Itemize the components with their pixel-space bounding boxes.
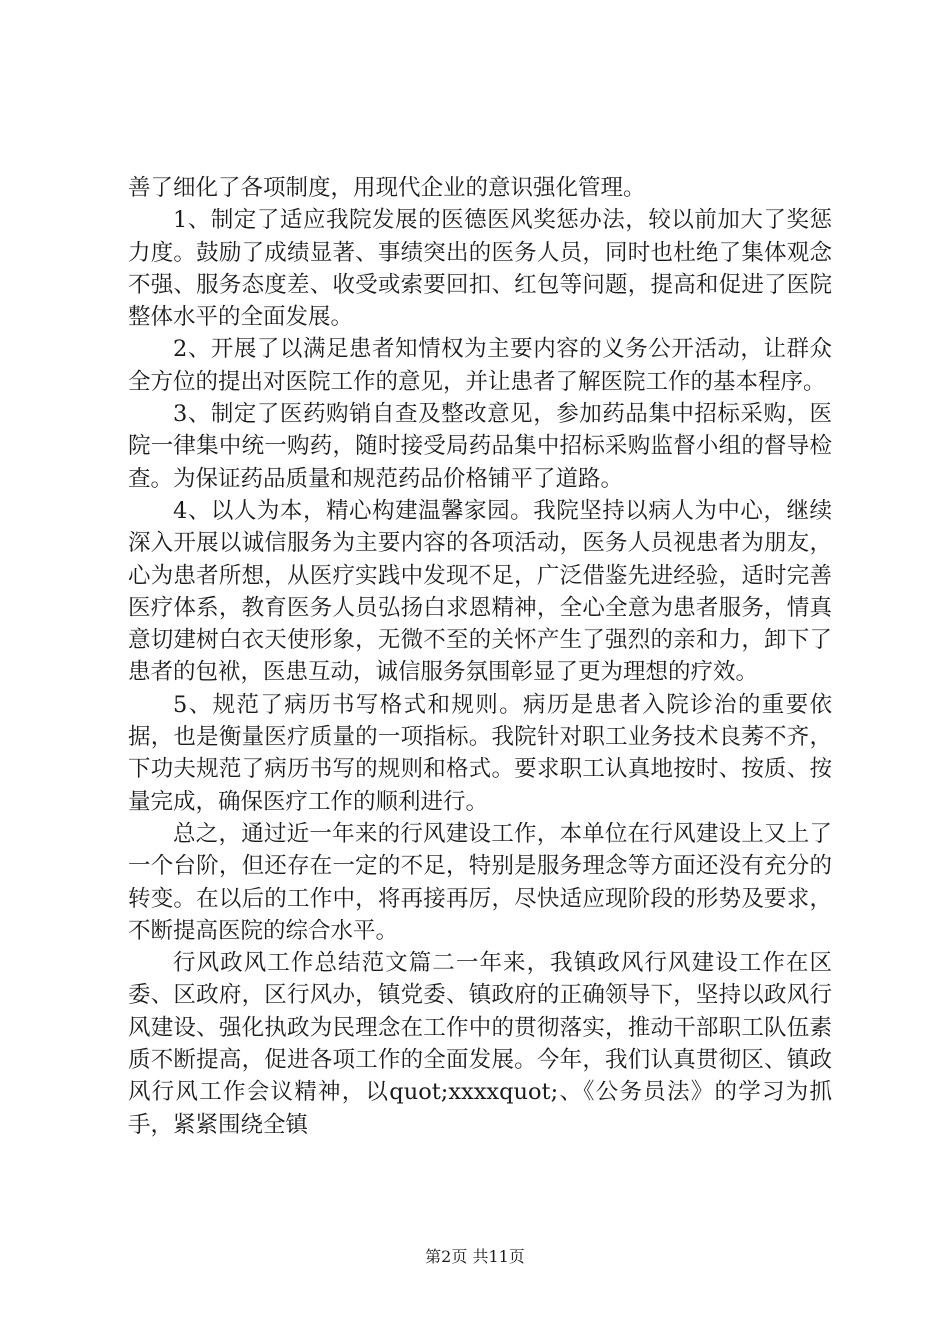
paragraph: 4、以人为本，精心构建温馨家园。我院坚持以病人为中心，继续深入开展以诚信服务为主要内容的各项活动，医务人员视患者为朋友，心为患者所想，从医疗实践中发现不足，广泛借鉴先进经验，适时完善医疗体系，教育医务人员弘扬白求恩精神，全心全意为患者服务，情真意切建树白衣天使形象，无微不至的关怀产生了强烈的亲和力，卸下了患者的包袱，医患互动，诚信服务氛围彰显了更为理想的疗效。 bbox=[128, 497, 832, 686]
paragraph: 善了细化了各项制度，用现代企业的意识强化管理。 bbox=[128, 175, 646, 201]
page-number-footer: 第2页 共11页 bbox=[425, 1247, 525, 1266]
paragraph: 3、制定了医药购销自查及整改意见，参加药品集中招标采购，医院一律集中统一购药，随时接受局药品集中招标采购监督小组的督导检查。为保证药品质量和规范药品价格铺平了道路。 bbox=[128, 401, 832, 492]
paragraph: 5、规范了病历书写格式和规则。病历是患者入院诊治的重要依据，也是衡量医疗质量的一项指标。我院针对职工业务技术良莠不齐，下功夫规范了病历书写的规则和格式。要求职工认真地按时、按质、按量完成，确保医疗工作的顺利进行。 bbox=[128, 691, 832, 815]
paragraph: 2、开展了以满足患者知情权为主要内容的义务公开活动，让群众全方位的提出对医院工作的意见，并让患者了解医院工作的基本程序。 bbox=[128, 336, 832, 395]
paragraph: 1、制定了适应我院发展的医德医风奖惩办法，较以前加大了奖惩力度。鼓励了成绩显著、事绩突出的医务人员，同时也杜绝了集体观念不强、服务态度差、收受或索要回扣、红包等问题，提高和促进了医院整体水平的全面发展。 bbox=[128, 207, 832, 331]
paragraph: 总之，通过近一年来的行风建设工作，本单位在行风建设上又上了一个台阶，但还存在一定的不足，特别是服务理念等方面还没有充分的转变。在以后的工作中，将再接再厉，尽快适应现阶段的形势及要求，不断提高医院的综合水平。 bbox=[128, 820, 832, 944]
document-body bbox=[128, 172, 832, 1141]
paragraph: 行风政风工作总结范文篇二一年来，我镇政风行风建设工作在区委、区政府，区行风办，镇党委、镇政府的正确领导下，坚持以政风行风建设、强化执政为民理念在工作中的贯彻落实，推动干部职工队伍素质不断提高，促进各项工作的全面发展。今年，我们认真贯彻区、镇政风行风工作会议精神，以quot;xxxxquot;、《公务员法》的学习为抓手，紧紧围绕全镇 bbox=[128, 950, 832, 1138]
